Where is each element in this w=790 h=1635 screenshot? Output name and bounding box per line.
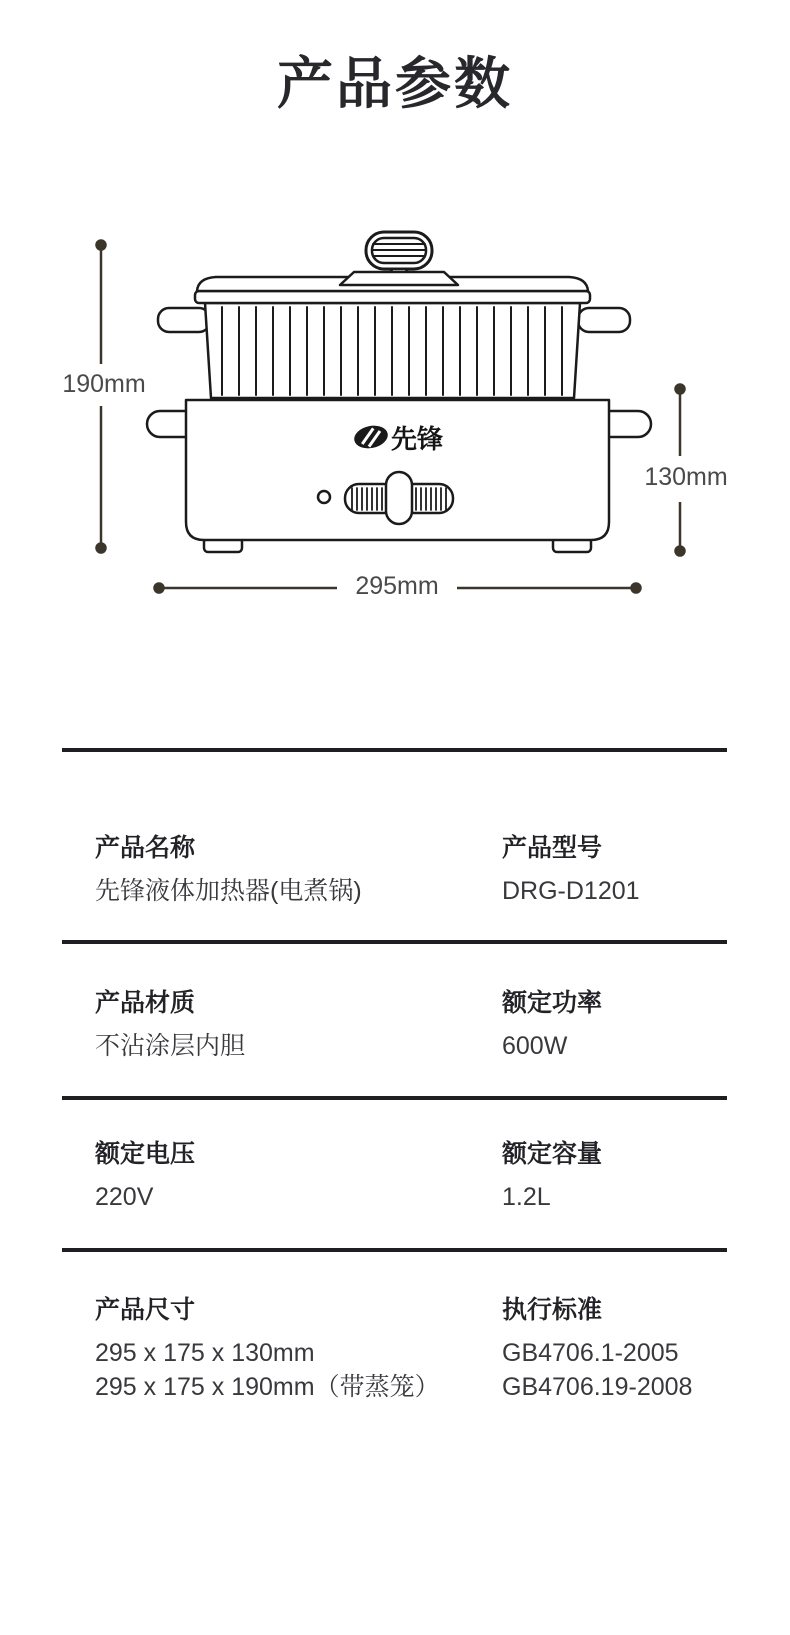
- spec-cell-rated-capacity: [502, 1139, 602, 1214]
- spec-label: 产品尺寸: [95, 1296, 196, 1324]
- divider: [62, 748, 727, 752]
- spec-label: 产品名称: [95, 834, 196, 862]
- spec-label: 产品型号: [502, 834, 603, 862]
- spec-cell-product-name: [95, 833, 362, 908]
- steamer-body: [205, 303, 580, 398]
- spec-cell-rated-power: [502, 988, 602, 1063]
- spec-value: 295 x 175 x 190mm（带蒸笼）: [95, 1373, 440, 1401]
- brand-logo-text: 先锋: [391, 424, 444, 454]
- spec-value: 不沾涂层内胆: [95, 1032, 246, 1060]
- spec-label: 额定电压: [95, 1140, 196, 1168]
- product-diagram: [60, 215, 740, 610]
- spec-cell-product-model: [502, 833, 640, 908]
- spec-value: 295 x 175 x 130mm: [95, 1339, 315, 1367]
- divider: [62, 940, 727, 944]
- lid: [195, 266, 590, 303]
- divider: [62, 1096, 727, 1100]
- spec-label: 额定功率: [502, 989, 603, 1017]
- dimension-label-total-height: 190mm: [58, 371, 150, 398]
- spec-label: 额定容量: [502, 1140, 603, 1168]
- spec-value: 先锋液体加热器(电煮锅): [95, 877, 362, 905]
- dimension-label-width: 295mm: [337, 573, 457, 600]
- spec-value: GB4706.19-2008: [502, 1373, 693, 1401]
- lid-knob: [366, 232, 432, 269]
- spec-cell-rated-voltage: [95, 1139, 195, 1214]
- page-title: 产品参数: [277, 52, 513, 115]
- divider: [62, 1248, 727, 1252]
- spec-value: 1.2L: [502, 1183, 551, 1211]
- spec-value: DRG-D1201: [502, 877, 640, 905]
- spec-value: GB4706.1-2005: [502, 1339, 679, 1367]
- spec-label: 执行标准: [502, 1296, 603, 1324]
- spec-value: 220V: [95, 1183, 154, 1211]
- spec-value: 600W: [502, 1032, 568, 1060]
- dimension-label-base-height: 130mm: [636, 464, 736, 491]
- spec-cell-dimensions: [95, 1295, 440, 1404]
- spec-label: 产品材质: [95, 989, 196, 1017]
- spec-cell-material: [95, 988, 245, 1063]
- spec-cell-standards: [502, 1295, 692, 1404]
